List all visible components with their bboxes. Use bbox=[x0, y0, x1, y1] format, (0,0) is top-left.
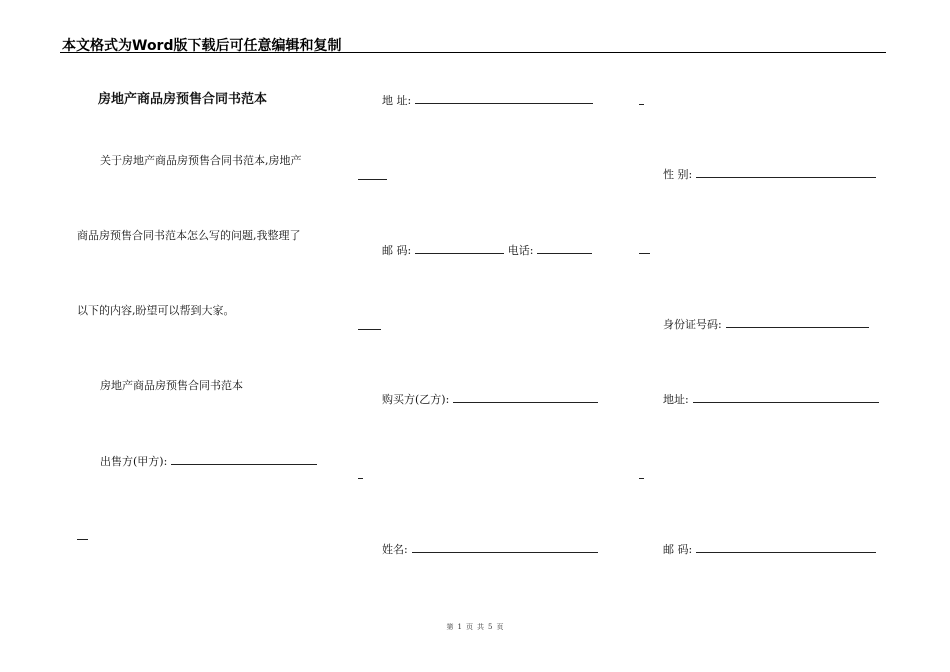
buyer-postcode-blank[interactable] bbox=[696, 542, 876, 553]
buyer-field bbox=[382, 392, 598, 407]
seller-postcode-label: 邮 码: bbox=[382, 244, 412, 257]
buyer-blank-continuation[interactable] bbox=[358, 478, 363, 479]
intro-line-3: 以下的内容,盼望可以帮到大家。 bbox=[77, 304, 235, 317]
footer-total-word: 共 bbox=[477, 623, 484, 631]
seller-address-blank[interactable] bbox=[415, 93, 593, 104]
seller-blank[interactable] bbox=[171, 454, 317, 465]
buyer-label: 购买方(乙方): bbox=[382, 393, 450, 406]
doc-title: 房地产商品房预售合同书范本 bbox=[98, 92, 268, 107]
buyer-id-label: 身份证号码: bbox=[663, 318, 722, 331]
document-header: 本文格式为Word版下载后可任意编辑和复制 bbox=[62, 38, 342, 54]
seller-address-continuation[interactable] bbox=[358, 179, 387, 180]
buyer-gender-field bbox=[663, 167, 876, 182]
buyer-gender-label: 性 别: bbox=[663, 168, 693, 181]
buyer-address-field bbox=[663, 392, 879, 407]
intro-line-1: 关于房地产商品房预售合同书范本,房地产 bbox=[100, 154, 302, 167]
buyer-blank[interactable] bbox=[453, 392, 598, 403]
footer-page-word: 页 bbox=[466, 623, 473, 631]
buyer-id-field bbox=[663, 317, 869, 332]
page-total: 5 bbox=[488, 623, 493, 631]
seller-phone-label: 电话: bbox=[507, 244, 534, 257]
buyer-address-continuation[interactable] bbox=[639, 478, 644, 479]
buyer-name-field bbox=[382, 542, 598, 557]
buyer-gender-blank[interactable] bbox=[696, 167, 876, 178]
intro-line-2: 商品房预售合同书范本怎么写的问题,我整理了 bbox=[77, 229, 301, 242]
seller-postcode-field bbox=[382, 243, 592, 258]
sub-title: 房地产商品房预售合同书范本 bbox=[100, 379, 243, 392]
buyer-postcode-field bbox=[663, 542, 876, 557]
seller-label: 出售方(甲方): bbox=[100, 455, 168, 468]
page-footer bbox=[0, 622, 950, 632]
buyer-name-label: 姓名: bbox=[382, 543, 408, 556]
buyer-address-label: 地址: bbox=[663, 393, 689, 406]
buyer-id-blank[interactable] bbox=[726, 317, 869, 328]
page-number: 1 bbox=[457, 623, 462, 631]
header-rule bbox=[60, 52, 886, 53]
seller-postcode-blank[interactable] bbox=[415, 243, 504, 254]
seller-blank-continuation[interactable] bbox=[77, 539, 88, 540]
seller-address-field bbox=[382, 93, 593, 108]
seller-field bbox=[100, 454, 317, 469]
footer-prefix: 第 bbox=[446, 623, 454, 631]
buyer-gender-continuation[interactable] bbox=[639, 253, 650, 254]
seller-phone-continuation[interactable] bbox=[358, 329, 381, 330]
buyer-postcode-label: 邮 码: bbox=[663, 543, 693, 556]
seller-phone-blank[interactable] bbox=[537, 243, 592, 254]
buyer-address-blank[interactable] bbox=[693, 392, 879, 403]
buyer-name-continuation[interactable] bbox=[639, 104, 644, 105]
footer-suffix: 页 bbox=[496, 623, 504, 631]
buyer-name-blank[interactable] bbox=[412, 542, 598, 553]
seller-address-label: 地 址: bbox=[382, 94, 412, 107]
